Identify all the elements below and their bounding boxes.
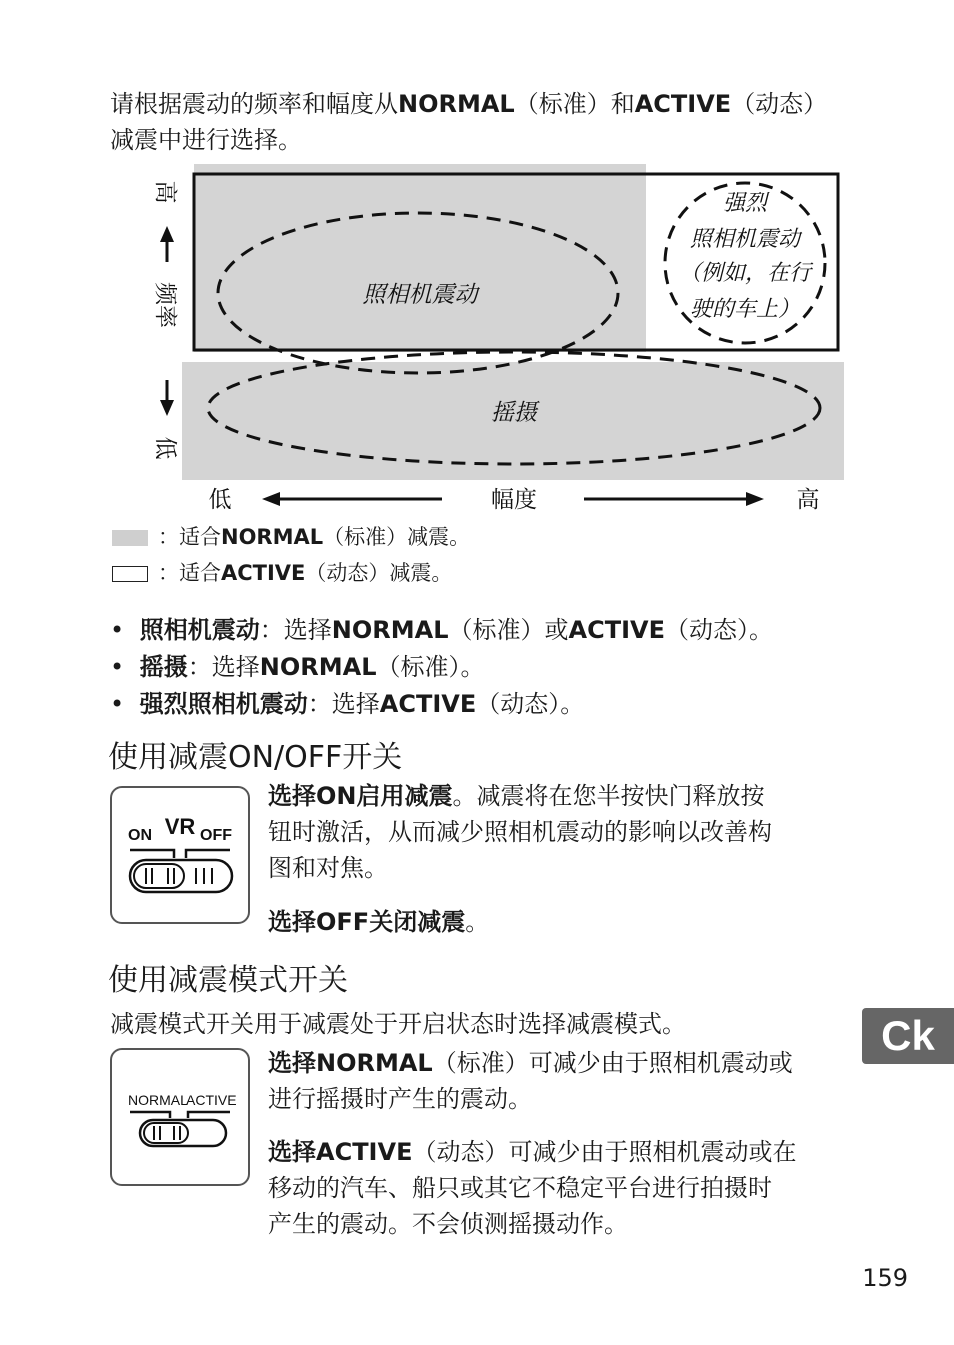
vr-on-bold: 选择ON启用减震	[268, 782, 453, 810]
label-strong-2: 照相机震动	[689, 227, 801, 252]
vr-switch-icon	[112, 788, 248, 922]
legend-pre: 适合	[179, 561, 221, 585]
vr-onoff-switch-illustration	[110, 786, 250, 924]
y-axis-arrow-down-icon	[160, 380, 174, 416]
intro-normal: NORMAL	[398, 90, 515, 118]
vr-on-line-3: 图和对焦。	[268, 854, 388, 882]
list-item	[110, 649, 773, 686]
intro-text-3: （动态）减震中进行选择。	[110, 90, 828, 154]
label-strong-4: 驶的车上）	[689, 297, 801, 322]
active-line-3: 产生的震动。不会侦测摇摄动作。	[268, 1210, 628, 1238]
bullet-pre: 选择	[331, 690, 380, 718]
legend-normal	[112, 522, 470, 552]
bullet-term: 强烈照相机震动	[139, 690, 308, 718]
y-axis-arrow-up-icon	[160, 226, 174, 262]
bullet-mid: （标准）。	[376, 653, 485, 681]
chapter-tab[interactable]: Ck	[862, 1008, 954, 1064]
y-axis-high: 高	[152, 180, 178, 204]
active-text-1: （动态）可减少由于照相机震动或在	[412, 1138, 797, 1166]
normal-bold-1: 选择	[268, 1049, 316, 1077]
normal-mode-description	[268, 1045, 858, 1117]
bullet-pre: 选择	[283, 616, 332, 644]
vr-mode-intro: 减震模式开关用于减震处于开启状态时选择减震模式。	[110, 1010, 686, 1038]
x-axis-arrow-left-icon	[262, 492, 442, 506]
label-camera-shake: 照相机震动	[362, 282, 478, 308]
x-axis-label: 幅度	[491, 487, 537, 513]
bullet-mid: （动态）。	[476, 690, 585, 718]
bullet-pre: 选择	[211, 653, 260, 681]
bullet-term: 摇摄	[139, 653, 188, 681]
legend-mode-active: ACTIVE	[221, 561, 306, 585]
switch-on-label: ON	[128, 827, 152, 844]
normal-text-1: （标准）可减少由于照相机震动或	[432, 1049, 793, 1077]
intro-text-1: 请根据震动的频率和幅度从	[110, 90, 398, 118]
vr-off-text: 。	[465, 908, 490, 936]
active-bold-2: ACTIVE	[316, 1138, 413, 1166]
active-line-1	[268, 1134, 858, 1170]
bullet-post: （动态）。	[664, 616, 773, 644]
bullet-mid: （标准）或	[448, 616, 569, 644]
legend-active	[112, 558, 470, 588]
normal-line-2: 进行摇摄时产生的震动。	[268, 1085, 532, 1113]
vr-mode-switch-illustration	[110, 1048, 250, 1186]
switch-normal-label: NORMAL	[128, 1092, 188, 1108]
legend-pre: 适合	[179, 525, 221, 549]
legend-mode-normal: NORMAL	[221, 525, 324, 549]
vr-on-description	[268, 778, 848, 886]
bullet-mode: ACTIVE	[379, 690, 477, 718]
vr-on-text-1: 。减震将在您半按快门释放按	[452, 782, 765, 810]
list-item	[110, 612, 773, 649]
legend-sep: ：	[158, 561, 179, 585]
vr-on-line-2: 钮时激活，从而减少照相机震动的影响以改善构	[268, 818, 772, 846]
legend	[112, 522, 470, 588]
active-mode-description	[268, 1134, 858, 1242]
switch-active-label: ACTIVE	[186, 1092, 237, 1108]
vr-off-bold: 选择OFF关闭减震	[268, 908, 466, 936]
legend-post: （标准）减震。	[323, 525, 471, 549]
bullet-sep: ：	[307, 690, 332, 718]
vr-on-line-1	[268, 778, 848, 814]
y-axis-low: 低	[152, 436, 178, 460]
intro-text-2: （标准）和	[514, 90, 635, 118]
label-pan: 摇摄	[491, 400, 537, 426]
vr-mode-switch-icon	[112, 1050, 248, 1184]
label-strong-3: （例如，在行	[678, 261, 812, 286]
x-axis-arrow-right-icon	[584, 492, 764, 506]
switch-vr-label: VR	[164, 814, 196, 839]
bullet-mode: NORMAL	[331, 616, 449, 644]
legend-post: （动态）减震。	[305, 561, 453, 585]
page-number: 159	[862, 1264, 908, 1292]
switch-off-label: OFF	[200, 827, 232, 844]
intro-paragraph	[110, 86, 850, 158]
normal-line-1	[268, 1045, 858, 1081]
legend-sep: ：	[158, 525, 179, 549]
legend-outline-swatch	[112, 566, 148, 582]
normal-bold-2: NORMAL	[316, 1049, 433, 1077]
section-heading-vr-mode: 使用减震模式开关	[108, 963, 348, 998]
bullet-sep: ：	[187, 653, 212, 681]
vr-off-description	[268, 904, 848, 940]
active-bold-1: 选择	[268, 1138, 316, 1166]
active-line-2: 移动的汽车、船只或其它不稳定平台进行拍摄时	[268, 1174, 772, 1202]
bullet-mode: NORMAL	[259, 653, 377, 681]
vr-mode-diagram	[108, 160, 848, 520]
x-axis-high: 高	[796, 487, 820, 513]
section-heading-vr-onoff: 使用减震ON/OFF开关	[108, 740, 403, 775]
intro-active: ACTIVE	[634, 90, 732, 118]
label-strong-1: 强烈	[722, 191, 768, 216]
bullet-mode: ACTIVE	[568, 616, 665, 644]
bullet-sep: ：	[259, 616, 284, 644]
recommendation-list	[110, 612, 773, 723]
x-axis-low: 低	[208, 487, 232, 513]
bullet-term: 照相机震动	[139, 616, 260, 644]
legend-gray-swatch	[112, 530, 148, 546]
y-axis-label: 频率	[152, 282, 178, 328]
list-item	[110, 686, 773, 723]
normal-region-top	[194, 164, 646, 352]
